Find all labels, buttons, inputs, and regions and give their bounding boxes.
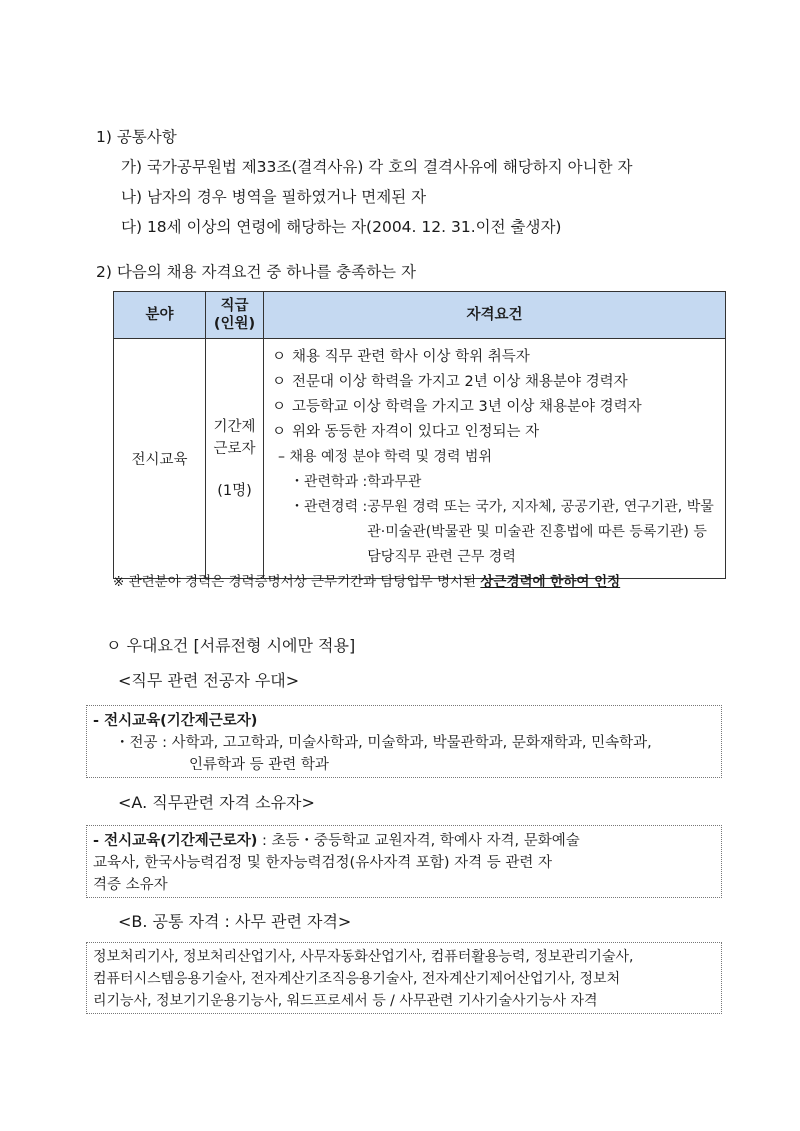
common-item-2: 나) 남자의 경우 병역을 필하였거나 면제된 자 [121, 188, 427, 206]
major-section-title: <직무 관련 전공자 우대> [118, 671, 300, 690]
header-position-line1: 직급 [220, 298, 249, 314]
header-position-line2: (인원) [213, 316, 256, 332]
bullet-mark: ㅇ [272, 374, 287, 390]
table-row [114, 339, 726, 579]
cert-box-title: - 전시교육(기간제근로자) [93, 833, 258, 849]
requirement-text: 채용 직무 관련 학사 이상 학위 취득자 [292, 349, 530, 365]
header-position [206, 292, 264, 339]
common-cert-line-2: 컴퓨터시스템응용기술사, 전자계산기조직응용기술사, 전자계산기제어산업기사, 정보처 [93, 971, 621, 987]
cert-text-1: : 초등・중등학교 교원자격, 학예사 자격, 문화예술 [257, 833, 580, 849]
bullet-mark: ㅇ [272, 424, 287, 440]
cert-box [86, 825, 722, 898]
preference-heading: ㅇ 우대요건 [서류전형 시에만 적용] [106, 636, 356, 655]
major-box-title: - 전시교육(기간제근로자) [93, 713, 258, 729]
major-line-1 [115, 732, 652, 754]
requirement-item [272, 370, 719, 395]
header-requirements: 자격요건 [264, 292, 726, 339]
major-values-1: 사학과, 고고학과, 미술사학과, 미술학과, 박물관학과, 문화재학과, 민속학과, [171, 735, 652, 751]
qualification-table [113, 291, 726, 579]
major-label: ・전공 : [115, 735, 172, 751]
cell-position [206, 339, 264, 579]
common-cert-line-1: 정보처리기사, 정보처리산업기사, 사무자동화산업기사, 컴퓨터활용능력, 정보관리기술사, [93, 949, 634, 965]
related-career-value: 공무원 경력 또는 국가, 지자체, 공공기관, 연구기관, 박물관·미술관(박물관 및 미술관 진흥법에 따른 등록기관) 등 담당직무 관련 근무 경력 [367, 499, 714, 565]
common-item-3: 다) 18세 이상의 연령에 해당하는 자(2004. 12. 31.이전 출생자) [121, 218, 562, 236]
related-career-label: ・관련경력 : [290, 499, 368, 515]
common-cert-section-title: <B. 공통 자격 : 사무 관련 자격> [118, 912, 352, 931]
cell-requirements [264, 339, 726, 579]
cert-text-3: 격증 소유자 [93, 877, 168, 893]
cert-line-1 [93, 830, 580, 852]
related-major-label: ・관련학과 : [290, 474, 368, 490]
requirement-text: 위와 동등한 자격이 있다고 인정되는 자 [292, 424, 540, 440]
header-field: 분야 [114, 292, 206, 339]
requirement-item [272, 395, 719, 420]
qualification-note [113, 572, 620, 592]
related-major [272, 470, 719, 495]
note-prefix: ※ 관련분야 경력은 경력증명서상 근무기간과 담당업무 명시된 [113, 574, 481, 590]
position-line2: 근로자 [213, 440, 256, 457]
bullet-mark: ㅇ [272, 349, 287, 365]
table-header-row [114, 292, 726, 339]
cert-section-title: <A. 직무관련 자격 소유자> [118, 793, 315, 812]
bullet-mark: ㅇ [272, 399, 287, 415]
cell-field: 전시교육 [114, 339, 206, 579]
requirement-text: 고등학교 이상 학력을 가지고 3년 이상 채용분야 경력자 [292, 399, 642, 415]
qualification-heading: 2) 다음의 채용 자격요건 중 하나를 충족하는 자 [96, 263, 416, 281]
requirement-item [272, 345, 719, 370]
related-career [272, 495, 719, 570]
scope-title: – 채용 예정 분야 학력 및 경력 범위 [278, 449, 492, 465]
note-emphasis: 상근경력에 한하여 인정 [480, 574, 621, 590]
requirement-item [272, 420, 719, 445]
common-heading: 1) 공통사항 [96, 128, 177, 146]
related-major-value: 학과무관 [367, 474, 422, 490]
major-values-2: 인류학과 등 관련 학과 [189, 757, 329, 773]
headcount: (1명) [217, 482, 252, 499]
cert-text-2: 교육사, 한국사능력검정 및 한자능력검정(유사자격 포함) 자격 등 관련 자 [93, 855, 552, 871]
common-cert-line-3: 리기능사, 정보기기운용기능사, 워드프로세서 등 / 사무관련 기사기술사기능사 자격 [93, 993, 598, 1009]
requirement-text: 전문대 이상 학력을 가지고 2년 이상 채용분야 경력자 [292, 374, 628, 390]
major-box [86, 705, 722, 778]
position-line1: 기간제 [213, 418, 256, 435]
common-item-1: 가) 국가공무원법 제33조(결격사유) 각 호의 결격사유에 해당하지 아니한 자 [121, 158, 633, 176]
common-cert-box [86, 942, 722, 1014]
